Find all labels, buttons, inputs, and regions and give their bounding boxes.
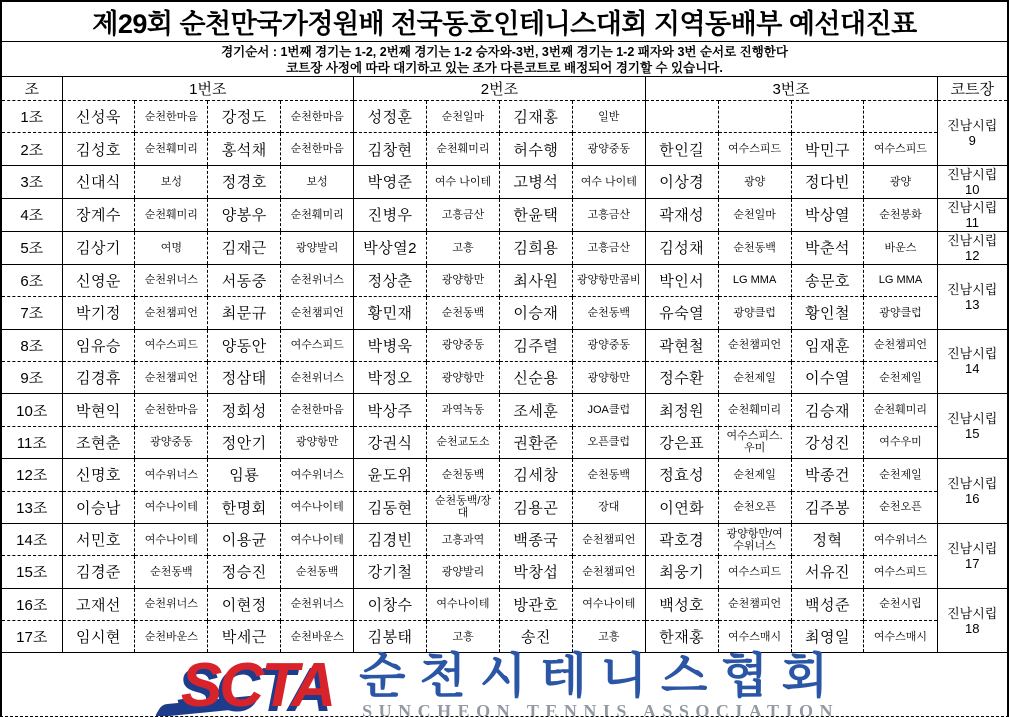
table-row — [2, 231, 1007, 264]
club-name-cell: 순천한마음 — [135, 394, 208, 426]
player-name-cell: 김재홍 — [499, 101, 572, 133]
player-name-cell: 권환준 — [499, 426, 572, 458]
player-name-cell: 김성호 — [62, 133, 135, 165]
club-name-cell: 순천봉화 — [864, 198, 937, 231]
table-row — [2, 297, 1007, 329]
club-name-cell: 광양발리 — [427, 556, 500, 588]
club-name-cell: 여명 — [135, 231, 208, 264]
player-name-cell — [791, 101, 864, 133]
player-name-cell: 정다빈 — [791, 165, 864, 198]
club-name-cell: 순천동백 — [572, 297, 645, 329]
match-order-notes — [2, 42, 1007, 77]
club-name-cell: 여수위너스 — [135, 459, 208, 491]
group-number-cell: 16조 — [2, 588, 62, 620]
player-name-cell: 강은표 — [645, 426, 718, 458]
association-logo — [2, 649, 1007, 717]
player-name-cell: 곽현철 — [645, 329, 718, 361]
table-row — [2, 198, 1007, 231]
club-name-cell: 순천한마음 — [281, 133, 354, 165]
player-name-cell: 김경빈 — [354, 523, 427, 555]
player-name-cell: 정승진 — [208, 556, 281, 588]
club-name-cell: 여수위너스 — [864, 523, 937, 555]
player-name-cell: 김주봉 — [791, 491, 864, 523]
player-name-cell: 고재선 — [62, 588, 135, 620]
player-name-cell: 곽호경 — [645, 523, 718, 555]
page-title: 제29회 순천만국가정원배 전국동호인테니스대회 지역동배부 예선대진표 — [2, 2, 1007, 42]
club-name-cell: 순천챔피언 — [281, 297, 354, 329]
court-cell: 진남시립 11 — [937, 198, 1007, 231]
club-name-cell: 오픈클럽 — [572, 426, 645, 458]
bracket-table — [2, 77, 1007, 653]
player-name-cell: 임시현 — [62, 621, 135, 653]
player-name-cell: 곽재성 — [645, 198, 718, 231]
player-name-cell: 김성채 — [645, 231, 718, 264]
table-row — [2, 523, 1007, 555]
player-name-cell: 정삼태 — [208, 361, 281, 393]
player-name-cell: 송문호 — [791, 264, 864, 296]
club-name-cell: 순천바운스 — [281, 621, 354, 653]
player-name-cell: 정회성 — [208, 394, 281, 426]
header-group-col: 조 — [2, 77, 62, 101]
player-name-cell: 박영준 — [354, 165, 427, 198]
club-name-cell: 여수스피스.우미 — [718, 426, 791, 458]
club-name-cell: 광양중동 — [135, 426, 208, 458]
player-name-cell: 김경휴 — [62, 361, 135, 393]
table-row — [2, 264, 1007, 296]
player-name-cell — [645, 101, 718, 133]
club-name-cell: 순천훼미리 — [281, 198, 354, 231]
player-name-cell: 이승재 — [499, 297, 572, 329]
bracket-table-body — [2, 101, 1007, 653]
player-name-cell: 최영일 — [791, 621, 864, 653]
player-name-cell: 박민구 — [791, 133, 864, 165]
club-name-cell: 순천동백 — [281, 556, 354, 588]
player-name-cell: 서유진 — [791, 556, 864, 588]
player-name-cell: 김주렬 — [499, 329, 572, 361]
player-name-cell: 임룡 — [208, 459, 281, 491]
club-name-cell: 광양클럽 — [718, 297, 791, 329]
club-name-cell: 순천한마음 — [281, 394, 354, 426]
club-name-cell: 광양항만 — [427, 361, 500, 393]
club-name-cell: 순천훼미리 — [135, 198, 208, 231]
group-number-cell: 9조 — [2, 361, 62, 393]
club-name-cell: 여수위너스 — [281, 459, 354, 491]
association-name-korean: 순천시테니스협회 — [359, 649, 843, 703]
player-name-cell: 서민호 — [62, 523, 135, 555]
player-name-cell: 신순용 — [499, 361, 572, 393]
player-name-cell: 한인길 — [645, 133, 718, 165]
player-name-cell: 백성호 — [645, 588, 718, 620]
player-name-cell: 허수행 — [499, 133, 572, 165]
club-name-cell: 일반 — [572, 101, 645, 133]
player-name-cell: 신대식 — [62, 165, 135, 198]
club-name-cell: 순천위너스 — [281, 361, 354, 393]
club-name-cell: 여수스피드 — [864, 133, 937, 165]
club-name-cell: 고흥 — [427, 231, 500, 264]
club-name-cell: 광양 — [864, 165, 937, 198]
player-name-cell: 정혁 — [791, 523, 864, 555]
group-number-cell: 17조 — [2, 621, 62, 653]
player-name-cell: 김승재 — [791, 394, 864, 426]
club-name-cell: JOA클럽 — [572, 394, 645, 426]
club-name-cell: 순천훼미리 — [718, 394, 791, 426]
club-name-cell — [864, 101, 937, 133]
player-name-cell: 이수열 — [791, 361, 864, 393]
club-name-cell: 순천챔피언 — [135, 297, 208, 329]
club-name-cell: 광양항만콤비 — [572, 264, 645, 296]
player-name-cell: 이용균 — [208, 523, 281, 555]
club-name-cell — [718, 101, 791, 133]
group-number-cell: 3조 — [2, 165, 62, 198]
club-name-cell: 광양클럽 — [864, 297, 937, 329]
club-name-cell: 순천훼미리 — [427, 133, 500, 165]
player-name-cell: 서동중 — [208, 264, 281, 296]
club-name-cell: 장대 — [572, 491, 645, 523]
club-name-cell: 광양항만 — [572, 361, 645, 393]
player-name-cell: 김희용 — [499, 231, 572, 264]
player-name-cell: 박병욱 — [354, 329, 427, 361]
bracket-table-header — [2, 77, 1007, 101]
club-name-cell: 바운스 — [864, 231, 937, 264]
header-bracket3-col: 3번조 — [645, 77, 937, 101]
player-name-cell: 한재홍 — [645, 621, 718, 653]
player-name-cell: 박세근 — [208, 621, 281, 653]
court-cell: 진남시립 14 — [937, 329, 1007, 394]
note-line-1: 경기순서 : 1번째 경기는 1-2, 2번째 경기는 1-2 승자와-3번, 3번째 경기는 1-2 패자와 3번 순서로 진행한다 — [221, 45, 788, 59]
player-name-cell: 강성진 — [791, 426, 864, 458]
player-name-cell: 강정도 — [208, 101, 281, 133]
club-name-cell: 순천동백 — [427, 459, 500, 491]
club-name-cell: 순천챔피언 — [572, 523, 645, 555]
table-row — [2, 426, 1007, 458]
club-name-cell: 광양항만 — [427, 264, 500, 296]
club-name-cell: 여수나이테 — [281, 491, 354, 523]
player-name-cell: 김용곤 — [499, 491, 572, 523]
player-name-cell: 이현정 — [208, 588, 281, 620]
club-name-cell: 여수나이테 — [135, 523, 208, 555]
group-number-cell: 12조 — [2, 459, 62, 491]
table-row — [2, 459, 1007, 491]
player-name-cell: 양동안 — [208, 329, 281, 361]
court-cell: 진남시립 9 — [947, 117, 998, 148]
player-name-cell: 임유승 — [62, 329, 135, 361]
club-name-cell: 순천시립 — [864, 588, 937, 620]
player-name-cell: 신명호 — [62, 459, 135, 491]
player-name-cell: 박인서 — [645, 264, 718, 296]
club-name-cell: 여수 나이테 — [572, 165, 645, 198]
club-name-cell: 여수스피드 — [281, 329, 354, 361]
player-name-cell: 백성준 — [791, 588, 864, 620]
club-name-cell: 순천챔피언 — [718, 588, 791, 620]
club-name-cell: 고흥금산 — [427, 198, 500, 231]
club-name-cell: 광양중동 — [572, 133, 645, 165]
player-name-cell: 정경호 — [208, 165, 281, 198]
group-number-cell: 11조 — [2, 426, 62, 458]
club-name-cell: 여수나이테 — [135, 491, 208, 523]
player-name-cell: 김창현 — [354, 133, 427, 165]
player-name-cell: 신성욱 — [62, 101, 135, 133]
club-name-cell: 순천위너스 — [135, 588, 208, 620]
club-name-cell: LG MMA — [864, 264, 937, 296]
club-name-cell: 순천챔피언 — [135, 361, 208, 393]
club-name-cell: 여수스매시 — [718, 621, 791, 653]
player-name-cell: 박정오 — [354, 361, 427, 393]
table-row — [2, 394, 1007, 426]
group-number-cell: 5조 — [2, 231, 62, 264]
club-name-cell: 순천바운스 — [135, 621, 208, 653]
club-name-cell: 순천한마음 — [135, 101, 208, 133]
player-name-cell: 황인철 — [791, 297, 864, 329]
club-name-cell: 광양 — [718, 165, 791, 198]
club-name-cell: 순천동백 — [572, 459, 645, 491]
player-name-cell: 조현춘 — [62, 426, 135, 458]
court-cell: 진남시립 18 — [937, 588, 1007, 653]
club-name-cell: 여수나이테 — [427, 588, 500, 620]
player-name-cell: 정상춘 — [354, 264, 427, 296]
table-row — [2, 165, 1007, 198]
player-name-cell: 임재훈 — [791, 329, 864, 361]
player-name-cell: 김경준 — [62, 556, 135, 588]
club-name-cell: 순천일마 — [718, 198, 791, 231]
club-name-cell: 고흥과역 — [427, 523, 500, 555]
table-row — [2, 361, 1007, 393]
player-name-cell: 강권식 — [354, 426, 427, 458]
club-name-cell: 여수나이테 — [281, 523, 354, 555]
club-name-cell: 순천동백 — [718, 231, 791, 264]
player-name-cell: 한윤택 — [499, 198, 572, 231]
club-name-cell: 순천위너스 — [281, 264, 354, 296]
player-name-cell: 조세훈 — [499, 394, 572, 426]
club-name-cell: 순천제일 — [718, 361, 791, 393]
group-number-cell: 7조 — [2, 297, 62, 329]
group-number-cell: 8조 — [2, 329, 62, 361]
player-name-cell: 백종국 — [499, 523, 572, 555]
player-name-cell: 이창수 — [354, 588, 427, 620]
club-name-cell: 여수스피드 — [718, 556, 791, 588]
table-row — [2, 621, 1007, 653]
club-name-cell: 여수스매시 — [864, 621, 937, 653]
club-name-cell: 순천오픈 — [718, 491, 791, 523]
club-name-cell: 여수 나이테 — [427, 165, 500, 198]
court-cell: 진남시립 16 — [937, 459, 1007, 524]
group-number-cell: 13조 — [2, 491, 62, 523]
player-name-cell: 황민재 — [354, 297, 427, 329]
group-number-cell: 4조 — [2, 198, 62, 231]
player-name-cell: 최정원 — [645, 394, 718, 426]
court-cell: 진남시립 15 — [937, 394, 1007, 459]
player-name-cell: 박기정 — [62, 297, 135, 329]
court-cell: 진남시립 17 — [937, 523, 1007, 588]
club-name-cell: 보성 — [135, 165, 208, 198]
player-name-cell: 이승남 — [62, 491, 135, 523]
club-name-cell: 순천챔피언 — [864, 329, 937, 361]
table-row — [2, 133, 1007, 165]
table-row — [2, 556, 1007, 588]
player-name-cell: 박상주 — [354, 394, 427, 426]
table-row — [2, 101, 1007, 133]
club-name-cell: 여수나이테 — [572, 588, 645, 620]
club-name-cell: 순천일마 — [427, 101, 500, 133]
club-name-cell: 여수스피드 — [135, 329, 208, 361]
club-name-cell: 과역녹동 — [427, 394, 500, 426]
club-name-cell: 여수스피드 — [864, 556, 937, 588]
player-name-cell: 이상경 — [645, 165, 718, 198]
group-number-cell: 14조 — [2, 523, 62, 555]
club-name-cell: 고흥금산 — [572, 231, 645, 264]
player-name-cell: 박상열 — [791, 198, 864, 231]
player-name-cell: 유숙열 — [645, 297, 718, 329]
player-name-cell: 신영운 — [62, 264, 135, 296]
player-name-cell: 정수환 — [645, 361, 718, 393]
player-name-cell: 최사원 — [499, 264, 572, 296]
player-name-cell: 진병우 — [354, 198, 427, 231]
scta-letters: SCTA — [180, 651, 334, 717]
club-name-cell: 순천훼미리 — [864, 394, 937, 426]
club-name-cell: 광양항만/여수위너스 — [718, 523, 791, 555]
player-name-cell: 김동현 — [354, 491, 427, 523]
club-name-cell: 보성 — [281, 165, 354, 198]
club-name-cell: 순천제일 — [718, 459, 791, 491]
player-name-cell: 최문규 — [208, 297, 281, 329]
club-name-cell: 순천챔피언 — [572, 556, 645, 588]
player-name-cell: 윤도위 — [354, 459, 427, 491]
player-name-cell: 고병석 — [499, 165, 572, 198]
player-name-cell: 박상열2 — [354, 231, 427, 264]
group-number-cell: 1조 — [2, 101, 62, 133]
club-name-cell: LG MMA — [718, 264, 791, 296]
player-name-cell: 송진 — [499, 621, 572, 653]
player-name-cell: 김봉태 — [354, 621, 427, 653]
club-name-cell: 순천교도소 — [427, 426, 500, 458]
court-cell: 진남시립 12 — [937, 231, 1007, 264]
club-name-cell: 순천동백 — [427, 297, 500, 329]
header-court-col: 코트장 — [937, 77, 1007, 101]
player-name-cell: 박현익 — [62, 394, 135, 426]
club-name-cell: 순천한마음 — [281, 101, 354, 133]
player-name-cell: 김세창 — [499, 459, 572, 491]
table-row — [2, 491, 1007, 523]
group-number-cell: 10조 — [2, 394, 62, 426]
table-row — [2, 588, 1007, 620]
club-name-cell: 순천제일 — [864, 459, 937, 491]
club-name-cell: 여수우미 — [864, 426, 937, 458]
player-name-cell: 박종건 — [791, 459, 864, 491]
player-name-cell: 정안기 — [208, 426, 281, 458]
court-cell: 진남시립 13 — [937, 264, 1007, 329]
player-name-cell: 한명회 — [208, 491, 281, 523]
player-name-cell: 최웅기 — [645, 556, 718, 588]
court-cell: 진남시립 10 — [937, 165, 1007, 198]
player-name-cell: 정효성 — [645, 459, 718, 491]
club-name-cell: 광양항만 — [281, 426, 354, 458]
player-name-cell: 김상기 — [62, 231, 135, 264]
club-name-cell: 순천동백/장대 — [427, 491, 500, 523]
player-name-cell: 이연화 — [645, 491, 718, 523]
group-number-cell: 6조 — [2, 264, 62, 296]
club-name-cell: 순천챔피언 — [718, 329, 791, 361]
player-name-cell: 장계수 — [62, 198, 135, 231]
group-number-cell: 2조 — [2, 133, 62, 165]
player-name-cell: 방관호 — [499, 588, 572, 620]
player-name-cell: 박창섭 — [499, 556, 572, 588]
scta-logo-acronym — [167, 651, 334, 717]
club-name-cell: 여수스피드 — [718, 133, 791, 165]
club-name-cell: 순천동백 — [135, 556, 208, 588]
player-name-cell: 강기철 — [354, 556, 427, 588]
club-name-cell: 순천훼미리 — [135, 133, 208, 165]
group-number-cell: 15조 — [2, 556, 62, 588]
player-name-cell: 양봉우 — [208, 198, 281, 231]
club-name-cell: 순천위너스 — [281, 588, 354, 620]
player-name-cell: 박춘석 — [791, 231, 864, 264]
association-name-block — [359, 649, 843, 717]
club-name-cell: 광양발리 — [281, 231, 354, 264]
header-bracket1-col: 1번조 — [62, 77, 354, 101]
table-row — [2, 329, 1007, 361]
header-bracket2-col: 2번조 — [354, 77, 646, 101]
club-name-cell: 순천위너스 — [135, 264, 208, 296]
association-name-english: SUNCHEON TENNIS ASSOCIATION — [362, 700, 840, 717]
note-line-2: 코트장 사정에 따라 대기하고 있는 조가 다른코트로 배정되어 경기할 수 있습니다. — [286, 61, 723, 75]
player-name-cell: 성정훈 — [354, 101, 427, 133]
club-name-cell: 순천제일 — [864, 361, 937, 393]
club-name-cell: 광양중동 — [572, 329, 645, 361]
club-name-cell: 고흥 — [572, 621, 645, 653]
player-name-cell: 김재근 — [208, 231, 281, 264]
club-name-cell: 순천오픈 — [864, 491, 937, 523]
player-name-cell: 홍석채 — [208, 133, 281, 165]
club-name-cell: 고흥 — [427, 621, 500, 653]
club-name-cell: 고흥금산 — [572, 198, 645, 231]
club-name-cell: 광양중동 — [427, 329, 500, 361]
